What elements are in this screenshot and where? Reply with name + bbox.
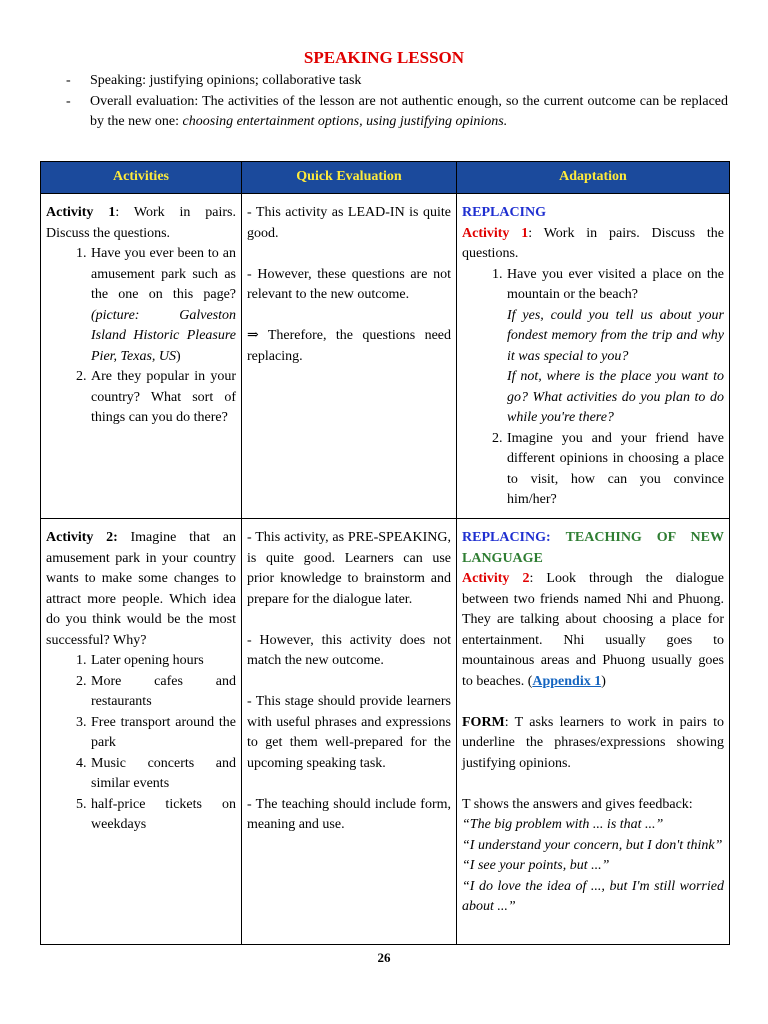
form-text: : T asks learners to work in pairs to underline the phrases/expressions showing justifying opinions. <box>462 714 724 771</box>
activity-intro: Imagine that an amusement park in your country wants to make some changes to attract more people. Which idea do you think would be the most successful? Why? <box>46 530 236 648</box>
spacer <box>247 610 451 631</box>
evaluation-paragraph: - The teaching should include form, meaning and use. <box>247 796 451 832</box>
activity-2-ideas <box>46 651 236 836</box>
question-close: ) <box>176 348 181 364</box>
activity-intro: : Work in pairs. Discuss the questions. <box>462 225 724 261</box>
question-text: Have you ever been to an amusement park such as the one on this page? <box>91 246 236 302</box>
table-row <box>41 194 730 519</box>
evaluation-paragraph: - However, these questions are not relevant to the new outcome. <box>247 266 451 302</box>
list-item: 5. half-price tickets on weekdays <box>90 795 236 836</box>
phrase-item: “I see your points, but ...” <box>462 858 610 873</box>
cell-adaptation-1 <box>457 194 730 519</box>
activity-1-intro <box>46 203 236 244</box>
question-followup-no: If not, where is the place you want to go? What activities do you plan to do while you're there? <box>507 369 724 425</box>
adaptation-questions <box>462 265 724 511</box>
heading-replacing: REPLACING: <box>462 530 551 545</box>
phrase-item: “I do love the idea of ..., but I'm still worried about ...” <box>462 878 724 914</box>
list-item: 3. Free transport around the park <box>90 713 236 754</box>
list-item: 4. Music concerts and similar events <box>90 754 236 795</box>
evaluation-paragraph: - This activity, as PRE-SPEAKING, is quite good. Learners can use prior knowledge to brainstorm and prepare for the dialogue later. <box>247 530 451 607</box>
list-item: 1. Later opening hours <box>90 651 236 672</box>
page-number: 26 <box>377 950 391 965</box>
cell-activity-2 <box>41 519 242 945</box>
spacer <box>462 774 724 795</box>
cell-evaluation-1 <box>242 194 457 519</box>
bullet-text <box>90 92 728 133</box>
appendix-link[interactable]: Appendix 1 <box>532 673 602 689</box>
activity-2-intro <box>46 528 236 651</box>
header-quick-evaluation: Quick Evaluation <box>242 162 457 194</box>
activity-intro: : Look through the dialogue between two friends named Nhi and Phuong. They are talking about choosing a place for entertainment. Nhi usually goes to mountainous areas and Phuong usually goes to beaches. ( <box>462 571 724 689</box>
spacer <box>462 692 724 713</box>
cell-activity-1 <box>41 194 242 519</box>
evaluation-paragraph: - However, this activity does not match the new outcome. <box>247 632 451 668</box>
adaptation-heading <box>462 528 724 569</box>
activity-label: Activity 1 <box>462 225 529 241</box>
lesson-table <box>40 161 730 945</box>
bullet-item <box>66 71 728 92</box>
adaptation-intro <box>462 224 724 265</box>
evaluation-paragraph: - This stage should provide learners with useful phrases and expressions to get them well-prepared for the upcoming speaking task. <box>247 694 451 771</box>
feedback-text: T shows the answers and gives feedback: <box>462 796 693 812</box>
header-activities: Activities <box>41 162 242 194</box>
evaluation-paragraph: ⇒ Therefore, the questions need replacing. <box>247 328 451 364</box>
header-adaptation: Adaptation <box>457 162 730 194</box>
bullet-dash: - <box>66 93 71 109</box>
adaptation-intro <box>462 569 724 692</box>
list-item: 2. Imagine you and your friend have different opinions in choosing a place to visit, how can you convince him/her? <box>506 429 724 511</box>
form-label: FORM <box>462 714 505 730</box>
spacer <box>247 244 451 265</box>
spacer <box>247 672 451 693</box>
summary-bullets <box>66 71 728 133</box>
list-item <box>506 265 724 429</box>
spacer <box>247 306 451 327</box>
phrase-item: “The big problem with ... is that ...” <box>462 817 664 832</box>
bullet-item <box>66 92 728 133</box>
question-italic: (picture: Galveston Island Historic Pleasure Pier, Texas, US <box>91 307 236 364</box>
activity-intro: : Work in pairs. Discuss the questions. <box>46 205 236 241</box>
question-followup-yes: If yes, could you tell us about your fondest memory from the trip and why it was special to you? <box>507 307 724 364</box>
heading-teaching: TEACHING OF NEW LANGUAGE <box>462 530 724 566</box>
bullet-dash: - <box>66 73 71 88</box>
adaptation-heading: REPLACING <box>462 205 547 220</box>
bullet-text-italic: choosing entertainment options, using justifying opinions. <box>182 114 508 129</box>
form-paragraph <box>462 713 724 775</box>
page-title: SPEAKING LESSON <box>303 48 465 67</box>
evaluation-paragraph: - This activity as LEAD-IN is quite good. <box>247 205 451 241</box>
activity-label: Activity 2: <box>46 530 118 545</box>
phrase-item: “I understand your concern, but I don't think” <box>462 837 723 853</box>
activity-1-questions <box>46 244 236 429</box>
spacer <box>247 774 451 795</box>
question-text: 1. Have you ever visited a place on the mountain or the beach? <box>507 266 724 302</box>
bullet-text: Speaking: justifying opinions; collaborative task <box>90 73 362 88</box>
list-item: 2. More cafes and restaurants <box>90 672 236 713</box>
bullet-text-plain: Overall evaluation: The activities of the lesson are not authentic enough, so the current outcome can be replaced by the new one: <box>90 93 728 129</box>
intro-close: ) <box>601 673 606 689</box>
table-header-row <box>41 162 730 194</box>
table-row <box>41 519 730 945</box>
list-item: 2. Are they popular in your country? What sort of things can you do there? <box>90 367 236 429</box>
cell-adaptation-2 <box>457 519 730 945</box>
activity-label: Activity 1 <box>46 205 116 220</box>
activity-label: Activity 2 <box>462 571 530 586</box>
cell-evaluation-2 <box>242 519 457 945</box>
list-item <box>90 244 236 367</box>
